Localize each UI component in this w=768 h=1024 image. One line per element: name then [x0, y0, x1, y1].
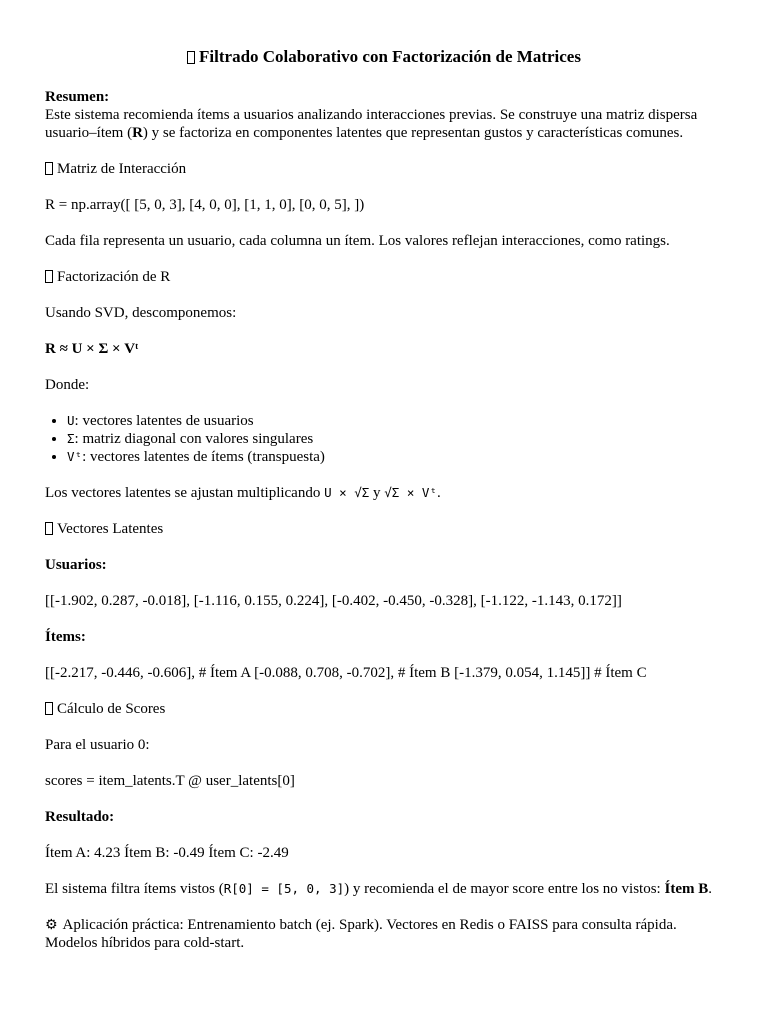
users-label: Usuarios: — [45, 557, 107, 573]
section-heading-latent: Vectores Latentes — [45, 520, 723, 538]
factorization-intro: Usando SVD, descomponemos: — [45, 305, 237, 321]
practical-paragraph — [45, 916, 723, 952]
inline-code: U × √Σ — [324, 485, 370, 500]
items-value: [[-2.217, -0.446, -0.606], # Ítem A [-0.088, 0.708, -0.702], # Ítem B [-1.379, 0.054, 1.145]] # Ítem C — [45, 665, 647, 681]
practical-text: Aplicación práctica: Entrenamiento batch (ej. Spark). Vectores en Redis o FAISS para consulta rápida. Modelos híbridos para cold-start. — [45, 917, 677, 951]
summary-text-2: ) y se factoriza en componentes latentes que representan gustos y características comunes. — [142, 125, 684, 141]
list-item-code: U — [67, 413, 75, 428]
gear-icon: ⚙ — [45, 917, 58, 933]
list-item — [67, 448, 723, 466]
missing-glyph-icon — [45, 522, 53, 535]
items-label: Ítems: — [45, 629, 86, 645]
summary-label: Resumen: — [45, 89, 110, 105]
missing-glyph-icon — [45, 702, 53, 715]
filter-paragraph: El sistema filtra ítems vistos (R[0] = [5, 0, 3]) y recomienda el de mayor score entre los no vistos: Ítem B. — [45, 881, 712, 897]
inline-code: R[0] = [5, 0, 3] — [223, 881, 345, 896]
users-value: [[-1.902, 0.287, -0.018], [-1.116, 0.155, 0.224], [-0.402, -0.450, -0.328], [-1.122, -1.143, 0.172]] — [45, 593, 622, 609]
list-item-code: Vᵗ — [67, 449, 83, 464]
section-heading-factorization: Factorización de R — [45, 268, 723, 286]
matrix-description: Cada fila representa un usuario, cada columna un ítem. Los valores reflejan interacciones, como ratings. — [45, 233, 670, 249]
factorization-adjust: Los vectores latentes se ajustan multiplicando U × √Σ y √Σ × Vᵗ. — [45, 485, 441, 501]
summary-paragraph — [45, 88, 723, 142]
missing-glyph-icon — [45, 162, 53, 175]
summary-text-bold: R — [132, 125, 143, 141]
missing-glyph-icon — [45, 270, 53, 283]
list-item — [67, 430, 723, 448]
factorization-formula: R ≈ U × Σ × Vᵗ — [45, 341, 139, 357]
inline-code: √Σ × Vᵗ — [384, 485, 437, 500]
section-heading-matrix: Matriz de Interacción — [45, 160, 723, 178]
list-item-text: : matriz diagonal con valores singulares — [74, 431, 314, 447]
list-item — [67, 412, 723, 430]
list-item-text: : vectores latentes de usuarios — [74, 413, 254, 429]
scores-code: scores = item_latents.T @ user_latents[0] — [45, 773, 295, 789]
matrix-code: R = np.array([ [5, 0, 3], [4, 0, 0], [1, 1, 0], [0, 0, 5], ]) — [45, 197, 365, 213]
factorization-list — [45, 412, 723, 466]
result-value: Ítem A: 4.23 Ítem B: -0.49 Ítem C: -2.49 — [45, 845, 289, 861]
result-label: Resultado: — [45, 809, 115, 825]
scores-for-user: Para el usuario 0: — [45, 737, 150, 753]
page-title: Filtrado Colaborativo con Factorización de Matrices — [45, 46, 723, 68]
list-item-code: Σ — [67, 431, 75, 446]
factorization-where: Donde: — [45, 377, 90, 393]
section-heading-scores: Cálculo de Scores — [45, 700, 723, 718]
recommended-item: Ítem B — [664, 881, 709, 897]
summary-text-1: Este sistema recomienda ítems a usuarios analizando interacciones previas. Se construye una matriz dispersa usuario–ítem ( — [45, 107, 698, 141]
missing-glyph-icon — [187, 51, 195, 64]
list-item-text: : vectores latentes de ítems (transpuesta) — [82, 449, 325, 465]
